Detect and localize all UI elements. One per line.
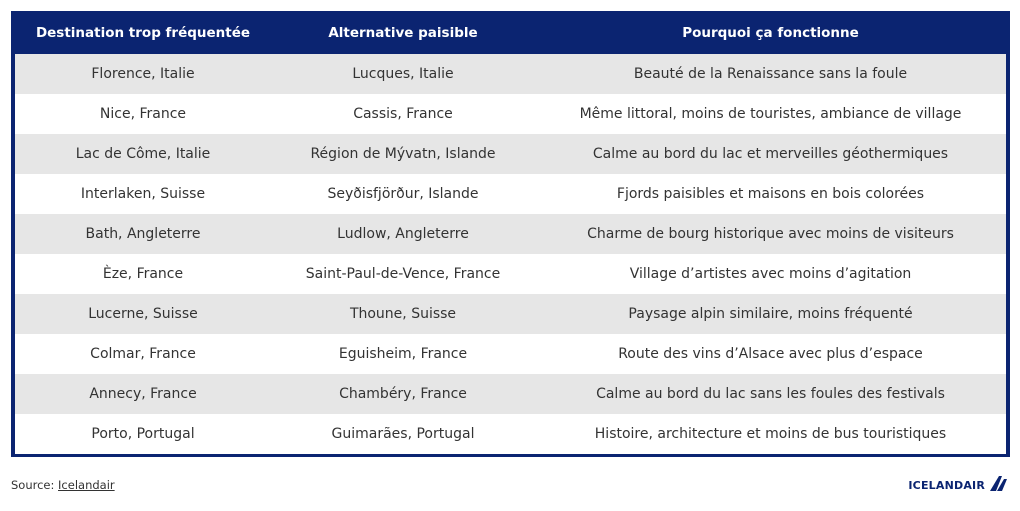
cell-reason: Même littoral, moins de touristes, ambiance de village (535, 94, 1006, 134)
header-row (15, 11, 1006, 54)
cell-alternative: Eguisheim, France (271, 334, 535, 374)
logo-text: ICELANDAIR (908, 478, 985, 492)
table-row (15, 174, 1006, 214)
cell-alternative: Ludlow, Angleterre (271, 214, 535, 254)
cell-destination: Interlaken, Suisse (15, 174, 271, 214)
table-row (15, 54, 1006, 94)
cell-reason: Route des vins d’Alsace avec plus d’espace (535, 334, 1006, 374)
table-header (15, 11, 1006, 54)
cell-reason: Village d’artistes avec moins d’agitation (535, 254, 1006, 294)
cell-alternative: Cassis, France (271, 94, 535, 134)
icelandair-wing-icon (988, 474, 1008, 496)
cell-alternative: Région de Mývatn, Islande (271, 134, 535, 174)
source-label: Source: (11, 478, 59, 492)
cell-reason: Charme de bourg historique avec moins de visiteurs (535, 214, 1006, 254)
cell-destination: Nice, France (15, 94, 271, 134)
cell-alternative: Lucques, Italie (271, 54, 535, 94)
cell-destination: Florence, Italie (15, 54, 271, 94)
header-quiet-alternative: Alternative paisible (328, 24, 478, 41)
destinations-table (15, 11, 1006, 454)
cell-alternative: Saint-Paul-de-Vence, France (271, 254, 535, 294)
comparison-table-frame (11, 11, 1010, 457)
source-note (11, 478, 115, 492)
table-row (15, 414, 1006, 454)
cell-destination: Colmar, France (15, 334, 271, 374)
table-row (15, 334, 1006, 374)
cell-reason: Calme au bord du lac et merveilles géothermiques (535, 134, 1006, 174)
cell-destination: Lucerne, Suisse (15, 294, 271, 334)
cell-reason: Fjords paisibles et maisons en bois colorées (535, 174, 1006, 214)
table-row (15, 374, 1006, 414)
cell-alternative: Seyðisfjörður, Islande (271, 174, 535, 214)
cell-alternative: Thoune, Suisse (271, 294, 535, 334)
cell-destination: Annecy, France (15, 374, 271, 414)
cell-destination: Èze, France (15, 254, 271, 294)
header-overcrowded-destination: Destination trop fréquentée (35, 24, 251, 41)
table-row (15, 254, 1006, 294)
cell-destination: Porto, Portugal (15, 414, 271, 454)
cell-alternative: Chambéry, France (271, 374, 535, 414)
cell-reason: Calme au bord du lac sans les foules des festivals (535, 374, 1006, 414)
icelandair-logo (908, 474, 1008, 496)
cell-alternative: Guimarães, Portugal (271, 414, 535, 454)
table-body (15, 54, 1006, 454)
cell-reason: Beauté de la Renaissance sans la foule (535, 54, 1006, 94)
cell-destination: Bath, Angleterre (15, 214, 271, 254)
cell-reason: Histoire, architecture et moins de bus touristiques (535, 414, 1006, 454)
source-link[interactable]: Icelandair (58, 478, 115, 492)
table-row (15, 134, 1006, 174)
cell-destination: Lac de Côme, Italie (15, 134, 271, 174)
table-row (15, 294, 1006, 334)
cell-reason: Paysage alpin similaire, moins fréquenté (535, 294, 1006, 334)
table-row (15, 214, 1006, 254)
header-why-it-works: Pourquoi ça fonctionne (682, 24, 859, 41)
table-row (15, 94, 1006, 134)
